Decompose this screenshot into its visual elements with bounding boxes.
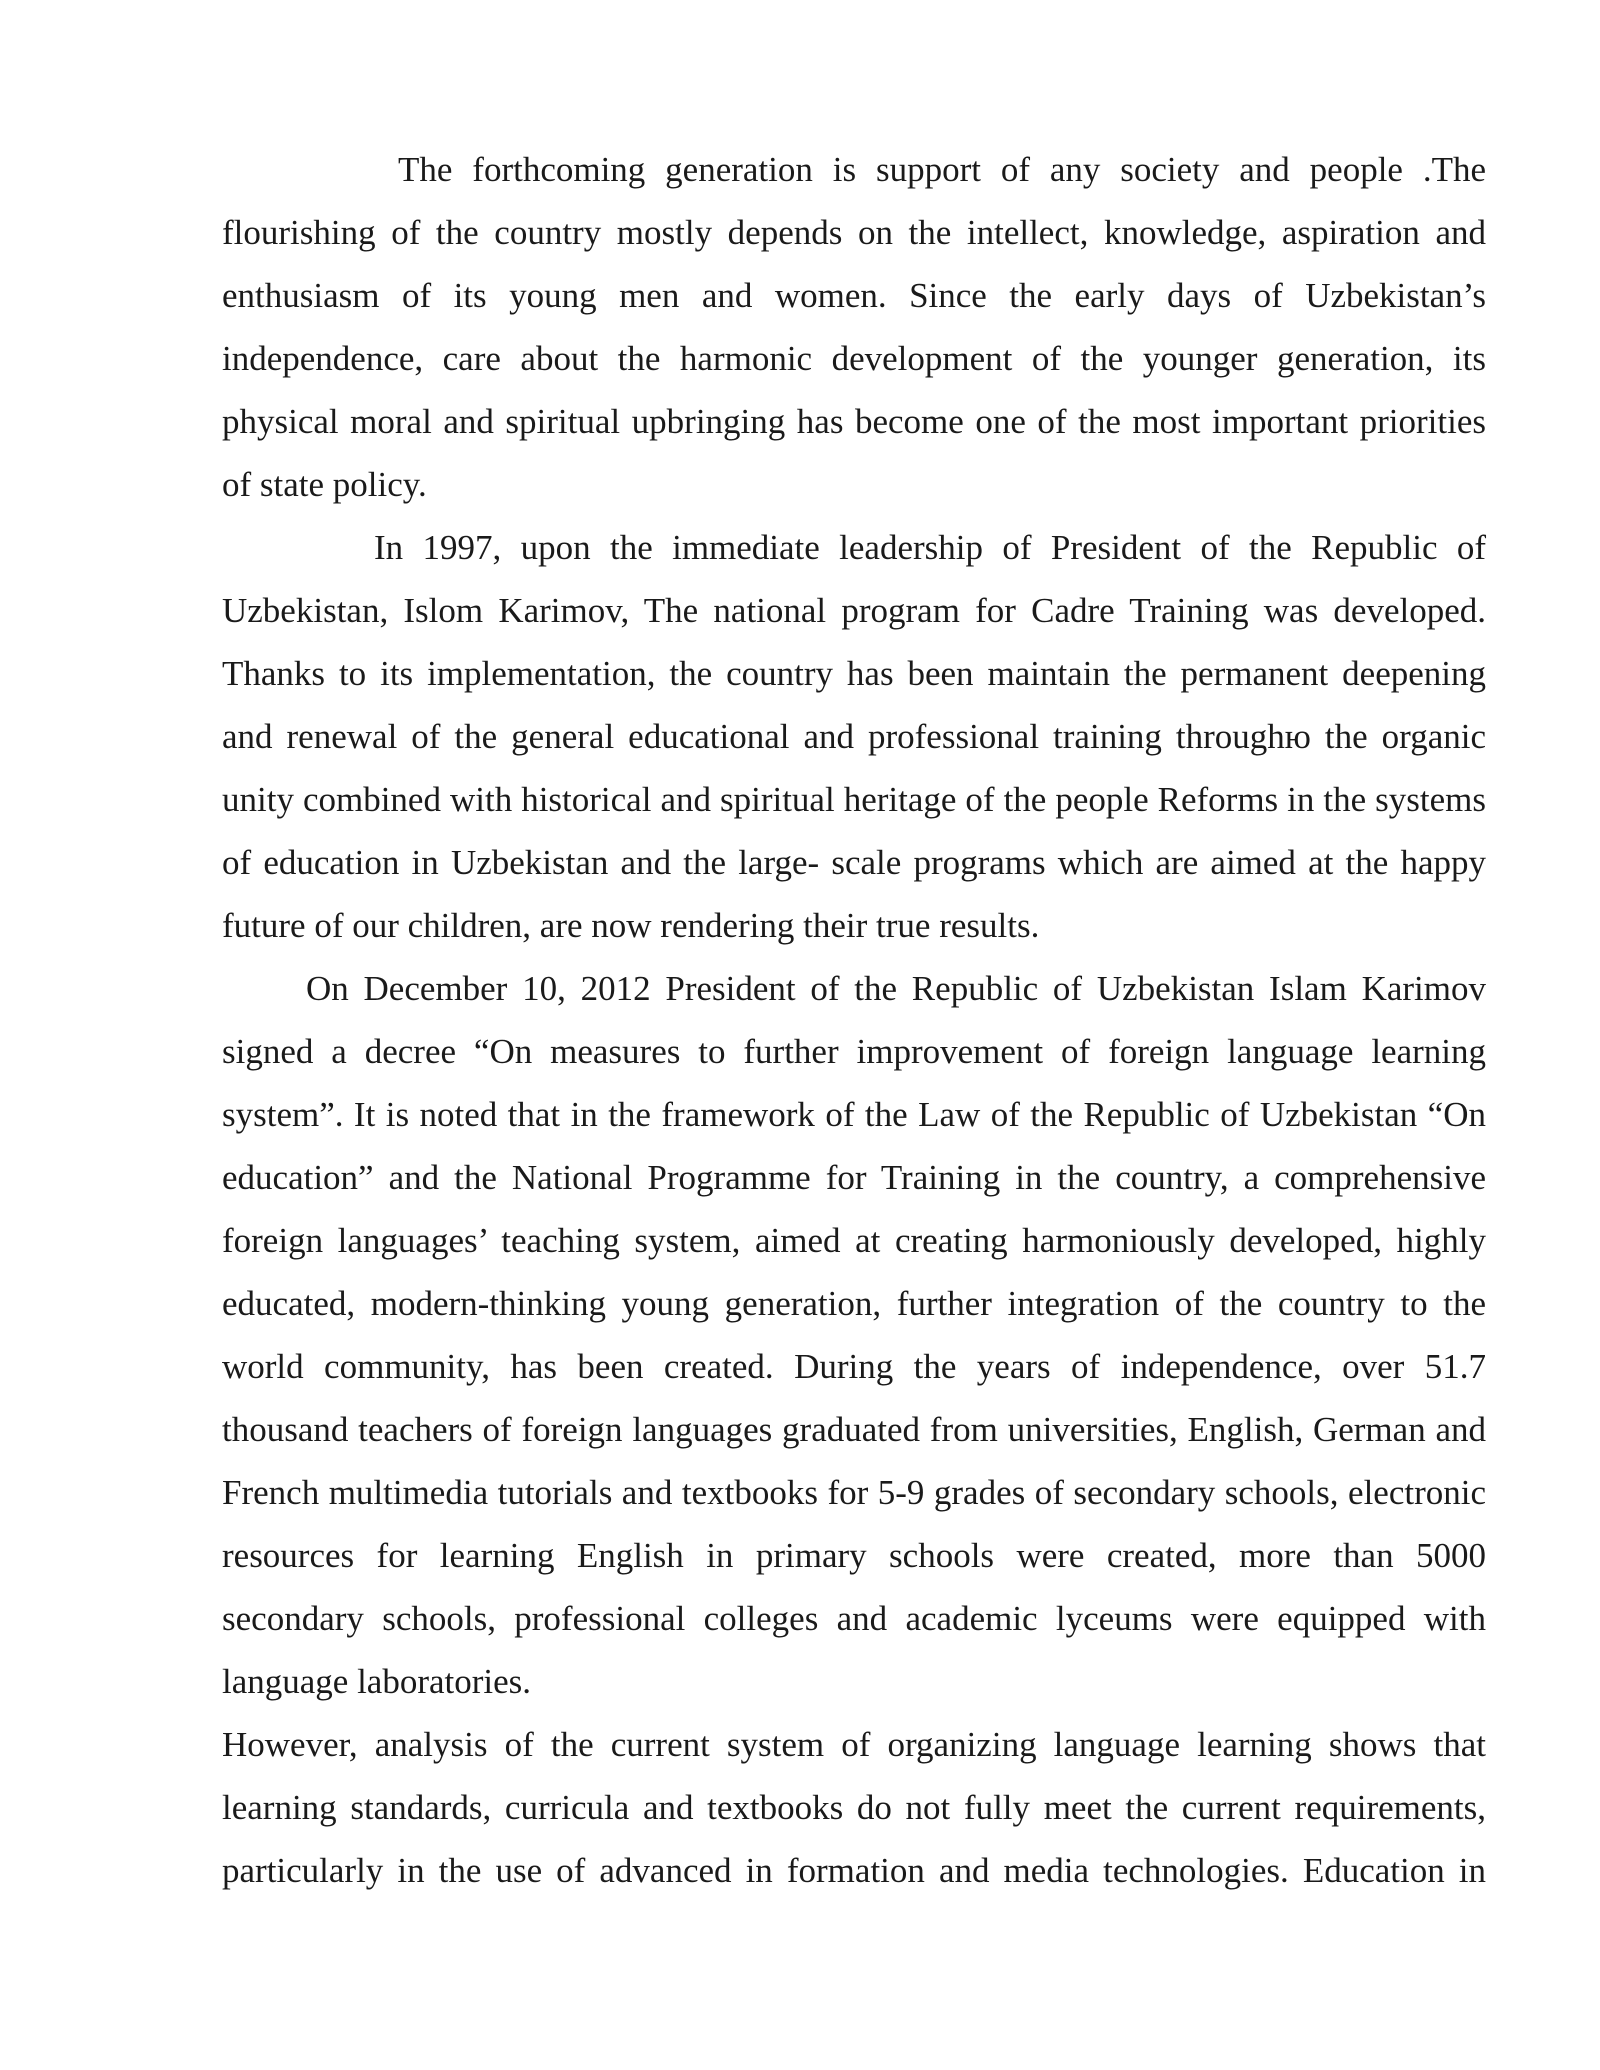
paragraph-forthcoming-generation: The forthcoming generation is support of any society and people .The flourishing of the country mostly depends on the intellect, knowledge, aspiration and enthusiasm of its young men and women. Since the early days of Uzbekistan’s independence, care about the harmonic development of the younger generation, its physical moral and spiritual upbringing has become one of the most important priorities of state policy. xyxy=(222,150,1486,504)
document-body xyxy=(222,138,1486,1902)
paragraph-cadre-training: In 1997, upon the immediate leadership of President of the Republic of Uzbekistan, Islom Karimov, The national program for Cadre Training was developed. Thanks to its implementation, the country has been maintain the permanent deepening and renewal of the general educational and professional training throughю the organic unity combined with historical and spiritual heritage of the people Reforms in the systems of education in Uzbekistan and the large- scale programs which are aimed at the happy future of our children, are now rendering their true results. xyxy=(222,528,1486,945)
paragraph-current-system-analysis: However, analysis of the current system of organizing language learning shows that learning standards, curricula and textbooks do not fully meet the current requirements, particularly in the use of advanced in formation and media technologies. Education in xyxy=(222,1725,1486,1890)
paragraph-decree-2012: On December 10, 2012 President of the Republic of Uzbekistan Islam Karimov signed a decree “On measures to further improvement of foreign language learning system”. It is noted that in the framework of the Law of the Republic of Uzbekistan “On education” and the National Programme for Training in the country, a comprehensive foreign languages’ teaching system, aimed at creating harmoniously developed, highly educated, modern-thinking young generation, further integration of the country to the world community, has been created. During the years of independence, over 51.7 thousand teachers of foreign languages graduated from universities, English, German and French multimedia tutorials and textbooks for 5-9 grades of secondary schools, electronic resources for learning English in primary schools were created, more than 5000 secondary schools, professional colleges and academic lyceums were equipped with language laboratories. xyxy=(222,969,1486,1701)
